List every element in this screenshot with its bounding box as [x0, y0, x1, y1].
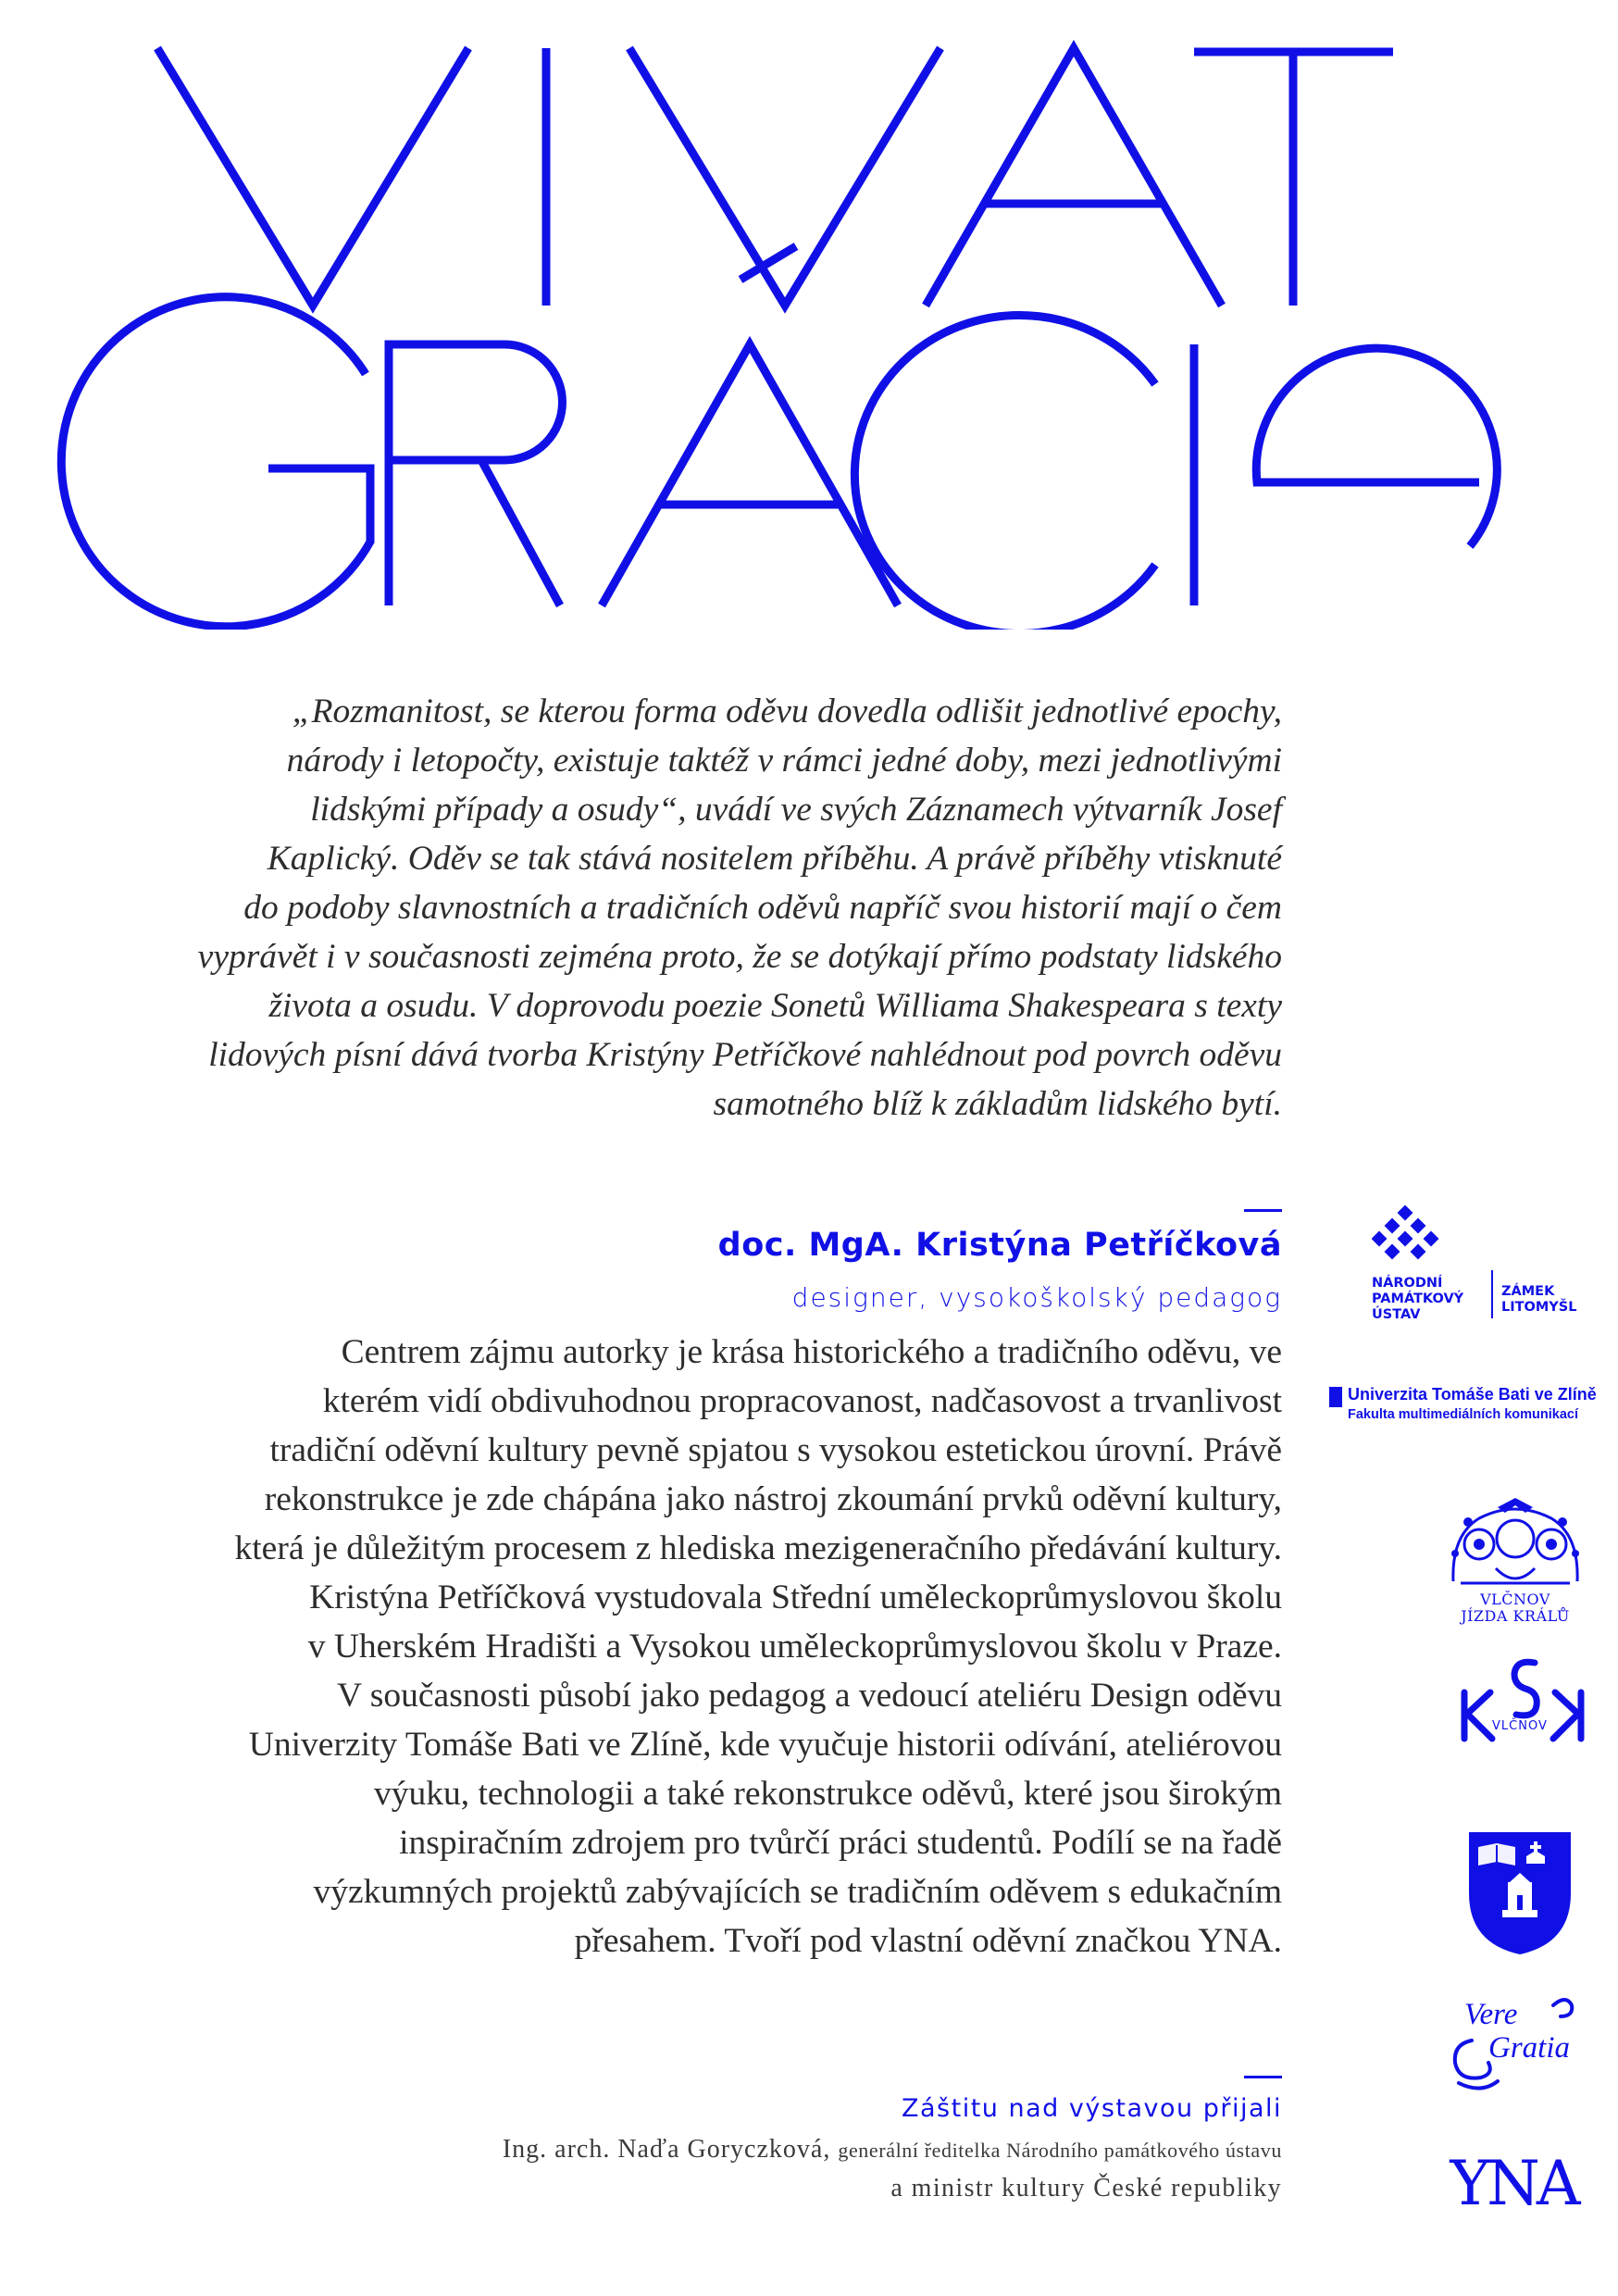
npu-name — [1372, 1276, 1463, 1323]
jizda-line1: VLČNOV — [1480, 1591, 1550, 1608]
utb-fmk-logo — [1326, 1383, 1603, 1439]
ksk-vlcnov-logo — [1455, 1653, 1590, 1765]
intro-quote — [56, 687, 1282, 1129]
author-role: designer, vysokoškolský pedagog — [791, 1282, 1282, 1313]
title-letter-v1 — [157, 48, 468, 306]
quote-line: národy i letopočty, existuje taktéž v rámci jedné doby, mezi jednotlivými — [286, 742, 1282, 780]
patron-name: Ing. arch. Naďa Goryczková, — [502, 2135, 831, 2164]
bio-line: Kristýna Petříčková vystudovala Střední uměleckoprůmyslovou školu — [309, 1578, 1282, 1616]
quote-line: života a osudu. V doprovodu poezie Sonetů Williama Shakespeara s texty — [268, 987, 1282, 1025]
zamek-name — [1501, 1284, 1576, 1316]
quote-line: „Rozmanitost, se kterou forma oděvu dovedla odlišit jednotlivé epochy, — [292, 693, 1282, 730]
quote-line: Kaplický. Oděv se tak stává nositelem příběhu. A právě příběhy vtisknuté — [267, 840, 1282, 878]
bio-line: V současnosti působí jako pedagog a vedoucí ateliéru Design oděvu — [337, 1677, 1282, 1715]
patron-title: generální ředitelka Národního památkového ústavu — [838, 2139, 1282, 2162]
quote-line: do podoby slavnostních a tradičních oděvů napříč svou historií mají o čem — [243, 889, 1282, 927]
ksk-sub: VLČNOV — [1492, 1719, 1548, 1733]
npu-line: ÚSTAV — [1372, 1307, 1421, 1322]
quote-line: lidskými případy a osudy“, uvádí ve svých Záznamech výtvarník Josef — [310, 791, 1282, 829]
bio-line: výzkumných projektů zabývajících se tradičním oděvem s edukačním — [313, 1873, 1282, 1911]
vere-word: Vere — [1464, 1998, 1518, 2031]
author-bio — [56, 1328, 1282, 1965]
vlcnov-coat-of-arms — [1465, 1828, 1574, 1958]
title-letter-g — [61, 297, 370, 627]
title-letter-a — [926, 48, 1222, 306]
vere-gratia-logo — [1444, 1992, 1592, 2094]
npu-line: PAMÁTKOVÝ — [1372, 1292, 1464, 1306]
yna-wordmark: YNA — [1450, 2148, 1577, 2219]
title-letter-v2 — [629, 48, 940, 306]
zamek-line: LITOMYŠL — [1501, 1300, 1577, 1315]
yna-logo — [1444, 2148, 1583, 2220]
npu-line: NÁRODNÍ — [1372, 1276, 1443, 1291]
title-letter-e — [1256, 348, 1497, 546]
bio-line: která je důležitým procesem z hlediska mezigeneračního předávání kultury. — [234, 1529, 1282, 1567]
bio-line: v Uherském Hradišti a Vysokou uměleckoprůmyslovou školu v Praze. — [307, 1628, 1282, 1666]
patronage-person2: a ministr kultury České republiky — [890, 2174, 1282, 2202]
fmk-name: Fakulta multimediálních komunikací — [1348, 1407, 1578, 1422]
utb-mark-icon — [1329, 1387, 1342, 1407]
bio-line: rekonstrukce je zde chápána jako nástroj zkoumání prvků oděvní kultury, — [264, 1480, 1282, 1518]
quote-line: samotného blíž k základům lidského bytí. — [713, 1085, 1282, 1123]
npu-litomysl-logo — [1359, 1204, 1590, 1342]
section-divider — [1244, 1209, 1282, 1212]
bio-line: inspiračním zdrojem pro tvůrčí práci studentů. Podílí se na řadě — [399, 1824, 1282, 1862]
title-lettering — [0, 0, 1618, 630]
jizda-ornament-icon — [1442, 1498, 1588, 1594]
npu-diamond-icon — [1372, 1205, 1455, 1270]
gratia-word: Gratia — [1488, 2031, 1571, 2065]
quote-line: vyprávět i v současnosti zejména proto, že se dotýkají přímo podstaty lidského — [197, 938, 1282, 976]
utb-name: Univerzita Tomáše Bati ve Zlíně — [1348, 1385, 1597, 1404]
title-letter-r — [389, 344, 563, 605]
npu-separator — [1491, 1270, 1493, 1318]
title-letter-c — [854, 316, 1155, 630]
bio-line: přesahem. Tvoří pod vlastní oděvní značkou YNA. — [574, 1922, 1282, 1960]
section-divider — [1244, 2076, 1282, 2078]
author-name: doc. MgA. Kristýna Petříčková — [717, 1227, 1282, 1264]
jizda-kralu-logo — [1442, 1498, 1588, 1628]
quote-line: lidových písní dává tvorba Kristýny Petříčkové nahlédnout pod povrch oděvu — [208, 1036, 1282, 1074]
bio-line: tradiční oděvní kultury pevně spjatou s vysokou estetickou úrovní. Právě — [269, 1431, 1282, 1469]
jizda-line2: JÍZDA KRÁLŮ — [1461, 1607, 1570, 1625]
bio-line: kterém vidí obdivuhodnou propracovanost, nadčasovost a trvanlivost — [322, 1382, 1282, 1420]
patronage-heading: Záštitu nad výstavou přijali — [902, 2094, 1282, 2123]
bio-line: Centrem zájmu autorky je krása historického a tradičního oděvu, ve — [341, 1333, 1282, 1371]
zamek-line: ZÁMEK — [1501, 1284, 1555, 1299]
bio-line: výuku, technologii a také rekonstrukce oděvů, které jsou širokým — [373, 1775, 1282, 1813]
bio-line: Univerzity Tomáše Bati ve Zlíně, kde vyučuje historii odívání, ateliérovou — [248, 1726, 1282, 1764]
patronage-person1 — [56, 2135, 1282, 2165]
coat-of-arms-icon — [1465, 1828, 1574, 1958]
poster-title — [0, 0, 1618, 630]
